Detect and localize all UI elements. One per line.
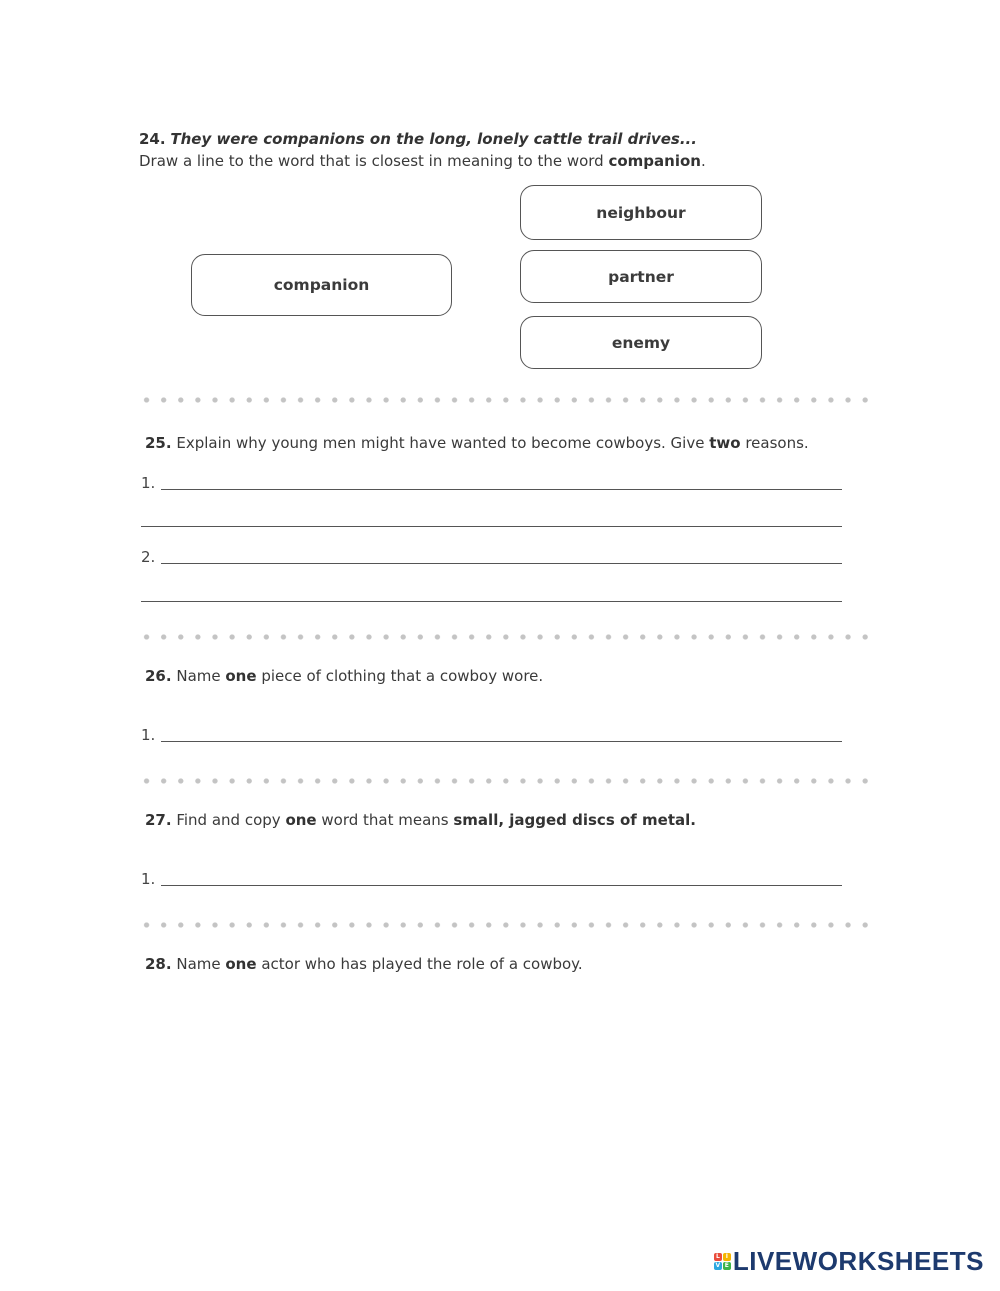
q27-prompt: 27. Find and copy one word that means small, jagged discs of metal.: [145, 811, 696, 829]
q25-label-1: 1.: [141, 474, 156, 492]
option-box-enemy[interactable]: enemy: [520, 316, 762, 369]
q25-label-2: 2.: [141, 548, 156, 566]
q26-prompt: 26. Name one piece of clothing that a cowboy wore.: [145, 667, 544, 685]
logo-blocks-icon: L I V E: [715, 1253, 729, 1269]
liveworksheets-logo: [714, 1246, 984, 1277]
q24-number: 24.: [139, 130, 166, 148]
q25-answer-line-2b[interactable]: [141, 601, 842, 602]
q25-answer-line-1[interactable]: [161, 489, 842, 490]
dotted-divider: [138, 778, 874, 784]
option-box-neighbour[interactable]: neighbour: [520, 185, 762, 240]
q27-answer-line[interactable]: [161, 885, 842, 886]
q25-number: 25.: [145, 434, 172, 452]
dotted-divider: [138, 397, 874, 403]
q27-label-1: 1.: [141, 870, 156, 888]
q27-number: 27.: [145, 811, 172, 829]
q24-instruction-bold: companion: [608, 152, 701, 170]
logo-text: LIVEWORKSHEETS: [732, 1246, 984, 1276]
dotted-divider: [138, 922, 874, 928]
q25-prompt: 25. Explain why young men might have wanted to become cowboys. Give two reasons.: [145, 434, 809, 452]
q26-number: 26.: [145, 667, 172, 685]
q24-instruction: Draw a line to the word that is closest in meaning to the word companion.: [139, 152, 706, 170]
q28-number: 28.: [145, 955, 172, 973]
source-word-box[interactable]: companion: [191, 254, 452, 316]
q26-label-1: 1.: [141, 726, 156, 744]
q25-answer-line-2[interactable]: [161, 563, 842, 564]
q26-answer-line[interactable]: [161, 741, 842, 742]
q25-answer-line-1b[interactable]: [141, 526, 842, 527]
q24-prompt: [139, 130, 697, 148]
q24-quote: They were companions on the long, lonely cattle trail drives...: [170, 130, 697, 148]
q28-prompt: 28. Name one actor who has played the role of a cowboy.: [145, 955, 583, 973]
option-box-partner[interactable]: partner: [520, 250, 762, 303]
dotted-divider: [138, 634, 874, 640]
